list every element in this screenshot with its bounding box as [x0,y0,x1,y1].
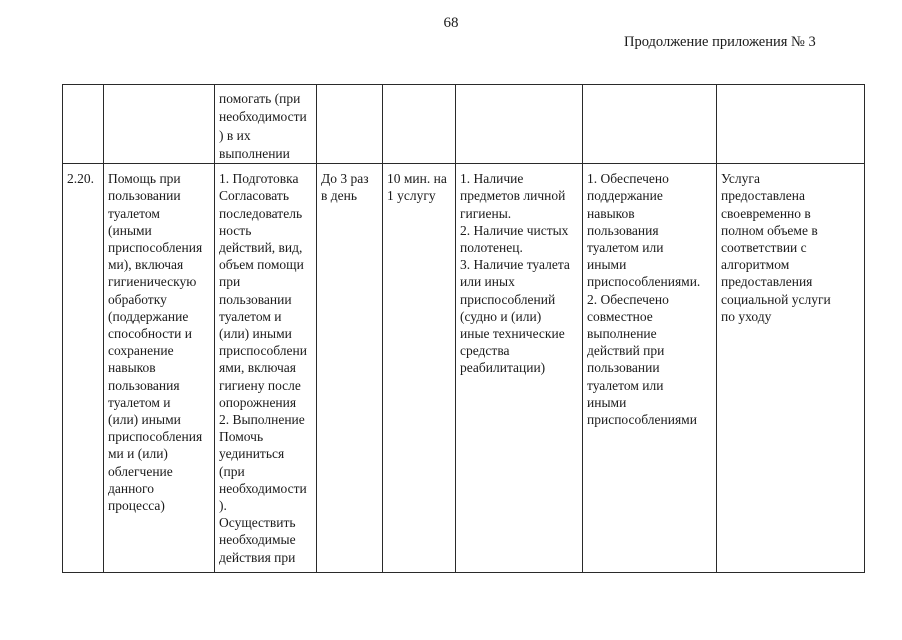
table-row-continued [63,85,865,164]
description-line: объем помощи [219,257,304,273]
cell-conditions [456,164,583,573]
conditions-line: гигиены. [460,205,512,221]
assessment-line: социальной услуги [721,291,831,307]
service-name-line: ми), включая [108,257,184,273]
description-line: необходимые [219,532,296,548]
cell-service-description [215,164,317,573]
description-line: приспособлени [219,343,307,359]
service-name-line: гигиеническую [108,274,197,290]
table-row-2-20 [63,164,865,573]
conditions-line: реабилитации) [460,360,546,376]
cell-time [383,164,456,573]
time-line: 10 мин. на [387,171,447,187]
time-line: 1 услугу [387,188,436,204]
conditions-line: 2. Наличие чистых [460,222,569,238]
description-line: ями, включая [219,360,296,376]
page-number: 68 [443,15,459,31]
assessment-line: по уходу [721,308,772,324]
description-line: опорожнения [219,394,297,410]
service-name-line: Помощь при [108,171,181,187]
indicators-line: туалетом или [587,377,664,393]
continuation-header: Продолжение приложения № 3 [624,34,816,50]
description-line: последователь [219,205,303,221]
cell-indicators-empty [583,85,717,164]
conditions-line: 3. Наличие туалета [460,257,570,273]
assessment-line: своевременно в [721,205,811,221]
indicators-line: приспособлениями. [587,274,701,290]
description-line: 2. Выполнение [219,412,305,428]
service-name-line: данного [108,480,155,496]
services-table [62,84,865,573]
description-line: необходимости [219,480,307,496]
service-name-line: ми и (или) [108,446,168,462]
indicators-line: совместное [587,308,653,324]
description-line: гигиену после [219,377,301,393]
indicators-line: 1. Обеспечено [587,171,669,187]
indicators-line: пользовании [587,360,660,376]
service-name-line: туалетом и [108,394,171,410]
frequency-line: в день [321,188,357,204]
cell-description-continued [215,85,317,164]
description-line: Помочь [219,429,264,445]
description-line: уединиться [219,446,285,462]
conditions-line: или иных [460,274,515,290]
indicators-line: иными [587,394,627,410]
conditions-line: предметов личной [460,188,566,204]
service-name-line: приспособления [108,240,203,255]
description-line: 1. Подготовка [219,171,299,187]
indicators-line: 2. Обеспечено [587,291,669,307]
conditions-line: (судно и (или) [460,308,542,324]
service-name-line: облегчение [108,463,173,479]
indicators-line: поддержание [587,188,663,204]
frequency-line: До 3 раз [321,171,369,187]
description-line: выполнении [219,145,290,161]
service-name-line: пользования [108,377,180,393]
description-line: ) в их [219,127,251,143]
service-name-line: (поддержание [108,308,189,324]
service-name-line: процесса) [108,498,165,514]
description-line: действия при [219,549,296,565]
service-name-line: (или) иными [108,412,181,428]
cell-conditions-empty [456,85,583,164]
assessment-line: соответствии с [721,240,807,255]
cell-assessment-empty [717,85,865,164]
cell-assessment [717,164,865,573]
assessment-line: предоставления [721,274,813,290]
cell-frequency [317,164,383,573]
description-line: туалетом и [219,308,282,324]
row-number: 2.20. [67,171,94,187]
description-line: действий, вид, [219,240,303,255]
conditions-line: 1. Наличие [460,171,524,187]
description-line: (при [219,463,245,479]
description-line: (или) иными [219,326,292,342]
assessment-line: полном объеме в [721,222,818,238]
cell-name-empty [104,85,215,164]
conditions-line: иные технические [460,326,565,342]
description-line: Осуществить [219,515,296,531]
conditions-line: приспособлений [460,291,556,307]
service-name-line: способности и [108,326,192,342]
cell-number-empty [63,85,104,164]
cell-time-empty [383,85,456,164]
description-line: необходимости [219,109,307,125]
indicators-line: навыков [587,205,635,221]
service-name-line: пользовании [108,188,181,204]
description-line: ность [219,222,252,238]
indicators-line: иными [587,257,627,273]
cell-service-name [104,164,215,573]
indicators-line: выполнение [587,326,657,342]
description-line: при [219,274,241,290]
conditions-line: полотенец. [460,240,523,255]
assessment-line: алгоритмом [721,257,790,273]
description-line: пользовании [219,291,292,307]
indicators-line: пользования [587,222,659,238]
service-name-line: туалетом [108,205,160,221]
conditions-line: средства [460,343,510,359]
service-name-line: навыков [108,360,156,376]
cell-frequency-empty [317,85,383,164]
assessment-line: Услуга [721,171,760,187]
description-line: Согласовать [219,188,289,204]
indicators-line: туалетом или [587,240,664,255]
description-line: помогать (при [219,91,301,106]
service-name-line: обработку [108,291,167,307]
cell-number [63,164,104,573]
indicators-line: приспособлениями [587,412,697,428]
cell-quality-indicators [583,164,717,573]
indicators-line: действий при [587,343,665,359]
service-name-line: приспособления [108,429,203,445]
assessment-line: предоставлена [721,188,805,204]
service-name-line: (иными [108,222,152,238]
service-name-line: сохранение [108,343,174,359]
description-line: ). [219,498,227,514]
